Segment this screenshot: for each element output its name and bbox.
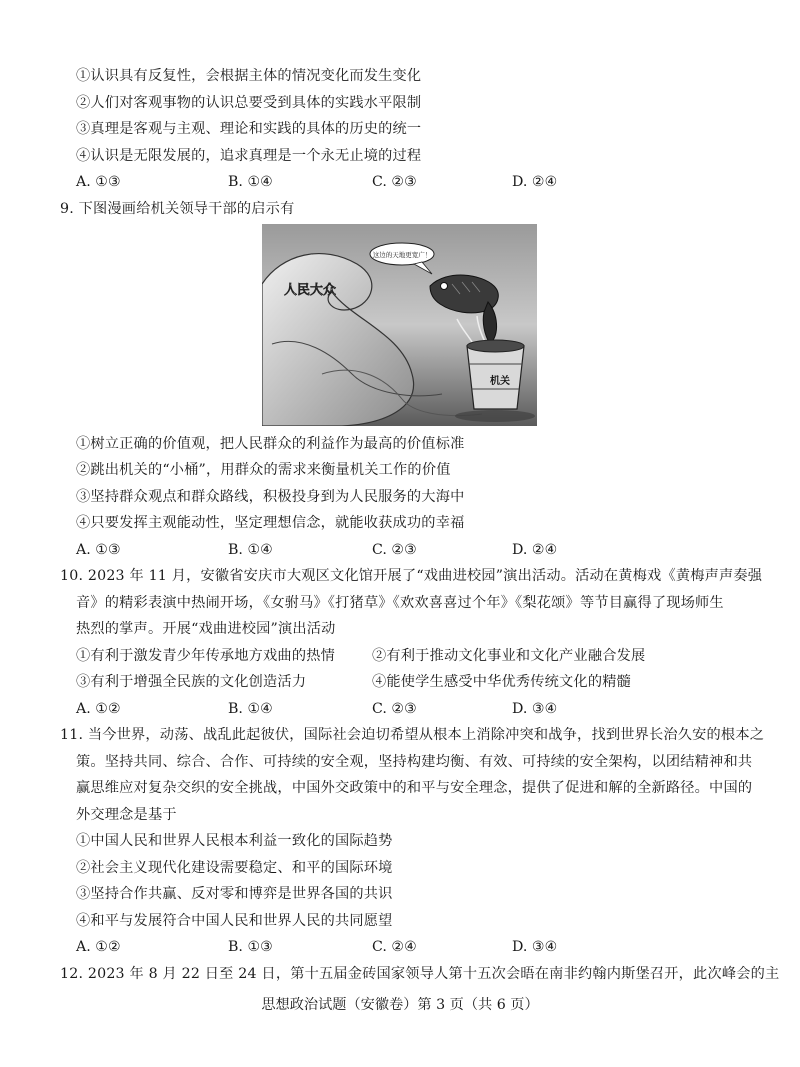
q8-item-3: ③真理是客观与主观、理论和实践的具体的历史的统一 (76, 121, 422, 137)
q10-option-b: B. ①④ (228, 701, 273, 717)
q9-option-a: A. ①③ (76, 542, 121, 558)
q9-item-1: ①树立正确的价值观，把人民群众的利益作为最高的价值标准 (76, 436, 465, 452)
q10-item-2: ②有利于推动文化事业和文化产业融合发展 (372, 648, 646, 664)
q8-item-2: ②人们对客观事物的认识总要受到具体的实践水平限制 (76, 95, 422, 111)
q11-option-b: B. ①③ (228, 939, 273, 955)
q10-item-1: ①有利于激发青少年传承地方戏曲的热情 (76, 648, 335, 664)
bucket-label: 机关 (490, 376, 510, 387)
q8-item-4: ④认识是无限发展的，追求真理是一个永无止境的过程 (76, 148, 422, 164)
speech-bubble-text: 这边的天地更宽广！ (372, 251, 432, 259)
q11-item-2: ②社会主义现代化建设需要稳定、和平的国际环境 (76, 860, 393, 876)
q10-option-c: C. ②③ (372, 701, 417, 717)
q11-option-c: C. ②④ (372, 939, 417, 955)
q11-item-4: ④和平与发展符合中国人民和世界人民的共同愿望 (76, 913, 393, 929)
page-footer: 思想政治试题（安徽卷）第 3 页（共 6 页） (261, 997, 539, 1013)
q10-item-3: ③有利于增强全民族的文化创造活力 (76, 674, 307, 690)
q11-option-a: A. ①② (76, 939, 121, 955)
wave-label: 人民大众 (284, 283, 337, 298)
q8-option-b: B. ①④ (228, 174, 273, 190)
q11-option-d: D. ③④ (512, 939, 558, 955)
q9-option-d: D. ②④ (512, 542, 558, 558)
q9-item-2: ②跳出机关的“小桶”，用群众的需求来衡量机关工作的价值 (76, 462, 451, 478)
cartoon-image (262, 224, 537, 426)
q10-stem-line-1: 10. 2023 年 11 月，安徽省安庆市大观区文化馆开展了“戏曲进校园”演出活动。活动在黄梅戏《黄梅声声奏强 (60, 568, 763, 584)
q10-option-a: A. ①② (76, 701, 121, 717)
q9-option-b: B. ①④ (228, 542, 273, 558)
q11-stem-line-4: 外交理念是基于 (76, 807, 177, 823)
q9-item-3: ③坚持群众观点和群众路线，积极投身到为人民服务的大海中 (76, 489, 465, 505)
q12-stem-line-1: 12. 2023 年 8 月 22 日至 24 日，第十五届金砖国家领导人第十五次会晤在南非约翰内斯堡召开，此次峰会的主 (60, 966, 780, 982)
q10-stem-line-2: 音》的精彩表演中热闹开场，《女驸马》《打猪草》《欢欢喜喜过个年》《梨花颂》等节目赢得了现场师生 (76, 595, 724, 611)
q9-item-4: ④只要发挥主观能动性，坚定理想信念，就能收获成功的幸福 (76, 515, 465, 531)
bucket-rim (467, 340, 524, 352)
q11-stem-line-2: 策。坚持共同、综合、合作、可持续的安全观，坚持构建均衡、有效、可持续的安全架构，以团结精神和共 (76, 754, 753, 770)
q9-stem: 9. 下图漫画给机关领导干部的启示有 (60, 201, 295, 217)
q10-option-d: D. ③④ (512, 701, 558, 717)
q8-option-c: C. ②③ (372, 174, 417, 190)
q11-item-1: ①中国人民和世界人民根本利益一致化的国际趋势 (76, 833, 393, 849)
q11-item-3: ③坚持合作共赢、反对零和博弈是世界各国的共识 (76, 886, 393, 902)
q9-option-c: C. ②③ (372, 542, 417, 558)
q8-option-d: D. ②④ (512, 174, 558, 190)
q11-stem-line-3: 赢思维应对复杂交织的安全挑战，中国外交政策中的和平与安全理念，提供了促进和解的全新路径。中国的 (76, 780, 753, 796)
fish-eye (441, 283, 448, 290)
q10-item-4: ④能使学生感受中华优秀传统文化的精髓 (372, 674, 631, 690)
q8-option-a: A. ①③ (76, 174, 121, 190)
q11-stem-line-1: 11. 当今世界，动荡、战乱此起彼伏，国际社会迫切希望从根本上消除冲突和战争，找到世界长治久安的根本之 (60, 727, 765, 743)
bucket-shadow (455, 410, 535, 422)
q8-item-1: ①认识具有反复性，会根据主体的情况变化而发生变化 (76, 68, 422, 84)
q10-stem-line-3: 热烈的掌声。开展“戏曲进校园”演出活动 (76, 621, 336, 637)
